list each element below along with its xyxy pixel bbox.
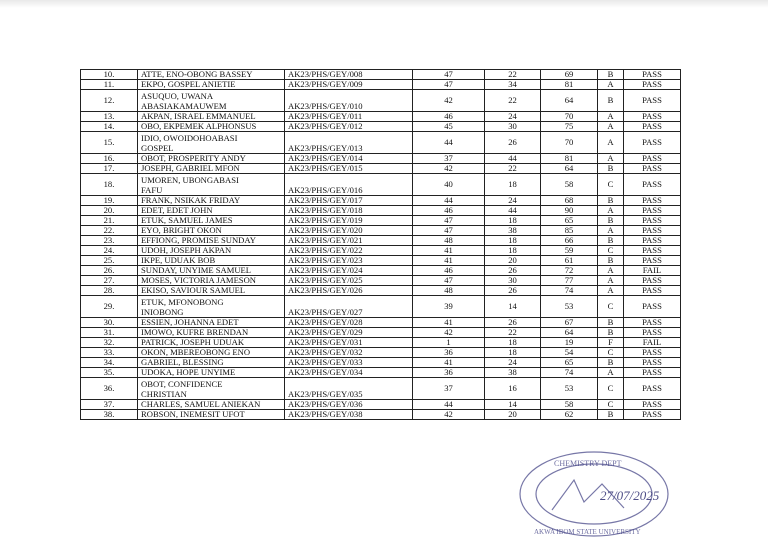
- cell-student-name: [138, 378, 285, 400]
- cell-grade: A: [598, 226, 624, 236]
- cell-student-name: ETUK, SAMUEL JAMES: [138, 216, 285, 226]
- cell-total-score: 81: [541, 154, 598, 164]
- cell-serial-number: 33.: [81, 348, 138, 358]
- cell-reg-number: AK23/PHS/GEY/025: [285, 276, 413, 286]
- student-name-line-2: CHRISTIAN: [141, 389, 187, 399]
- cell-student-name: UDOKA, HOPE UNYIME: [138, 368, 285, 378]
- cell-grade: B: [598, 70, 624, 80]
- student-name-line-2: INIOBONG: [141, 307, 184, 317]
- cell-grade: B: [598, 410, 624, 420]
- table-row: [81, 246, 681, 256]
- cell-remark: PASS: [624, 256, 681, 266]
- cell-ca-score: 40: [413, 174, 485, 196]
- cell-exam-score: 44: [485, 154, 541, 164]
- cell-student-name: EYO, BRIGHT OKON: [138, 226, 285, 236]
- department-stamp: [514, 450, 694, 540]
- cell-student-name: EKISO, SAVIOUR SAMUEL: [138, 286, 285, 296]
- cell-total-score: 62: [541, 410, 598, 420]
- cell-ca-score: 47: [413, 216, 485, 226]
- table-row: [81, 338, 681, 348]
- cell-exam-score: 26: [485, 266, 541, 276]
- cell-exam-score: 14: [485, 400, 541, 410]
- cell-reg-number: AK23/PHS/GEY/033: [285, 358, 413, 368]
- table-row: [81, 80, 681, 90]
- cell-grade: C: [598, 246, 624, 256]
- cell-student-name: MOSES, VICTORIA JAMESON: [138, 276, 285, 286]
- cell-grade: B: [598, 216, 624, 226]
- table-row: [81, 70, 681, 80]
- cell-ca-score: 44: [413, 132, 485, 154]
- cell-total-score: 68: [541, 196, 598, 206]
- cell-reg-number: AK23/PHS/GEY/018: [285, 206, 413, 216]
- cell-student-name: OKON, MBEREOBONG ENO: [138, 348, 285, 358]
- cell-total-score: 74: [541, 286, 598, 296]
- cell-total-score: 53: [541, 378, 598, 400]
- cell-student-name: ROBSON, INEMESIT UFOT: [138, 410, 285, 420]
- cell-total-score: 64: [541, 164, 598, 174]
- cell-grade: B: [598, 164, 624, 174]
- table-row: [81, 358, 681, 368]
- cell-serial-number: 31.: [81, 328, 138, 338]
- table-row: [81, 226, 681, 236]
- cell-exam-score: 18: [485, 246, 541, 256]
- table-row: [81, 174, 681, 196]
- student-name-line-1: UMOREN, UBONGABASI: [141, 175, 239, 185]
- cell-reg-number: AK23/PHS/GEY/036: [285, 400, 413, 410]
- cell-student-name: AKPAN, ISRAEL EMMANUEL: [138, 112, 285, 122]
- cell-ca-score: 41: [413, 318, 485, 328]
- cell-remark: PASS: [624, 164, 681, 174]
- cell-grade: A: [598, 286, 624, 296]
- cell-student-name: SUNDAY, UNYIME SAMUEL: [138, 266, 285, 276]
- cell-serial-number: 36.: [81, 378, 138, 400]
- cell-total-score: 74: [541, 368, 598, 378]
- cell-serial-number: 16.: [81, 154, 138, 164]
- cell-student-name: FRANK, NSIKAK FRIDAY: [138, 196, 285, 206]
- cell-total-score: 66: [541, 236, 598, 246]
- stamp-bottom-text: AKWA IBOM STATE UNIVERSITY: [534, 528, 641, 536]
- cell-total-score: 70: [541, 132, 598, 154]
- cell-remark: PASS: [624, 70, 681, 80]
- cell-ca-score: 44: [413, 196, 485, 206]
- cell-student-name: EKPO, GOSPEL ANIETIE: [138, 80, 285, 90]
- cell-reg-number: AK23/PHS/GEY/029: [285, 328, 413, 338]
- cell-remark: PASS: [624, 286, 681, 296]
- cell-exam-score: 34: [485, 80, 541, 90]
- student-name-line-2: GOSPEL: [141, 143, 174, 153]
- cell-total-score: 61: [541, 256, 598, 266]
- cell-grade: C: [598, 296, 624, 318]
- cell-exam-score: 18: [485, 338, 541, 348]
- cell-ca-score: 41: [413, 246, 485, 256]
- table-row: [81, 400, 681, 410]
- cell-remark: PASS: [624, 358, 681, 368]
- cell-reg-number: AK23/PHS/GEY/023: [285, 256, 413, 266]
- cell-remark: PASS: [624, 296, 681, 318]
- cell-ca-score: 48: [413, 286, 485, 296]
- table-row: [81, 256, 681, 266]
- cell-reg-number: AK23/PHS/GEY/038: [285, 410, 413, 420]
- cell-student-name: JOSEPH, GABRIEL MFON: [138, 164, 285, 174]
- cell-serial-number: 15.: [81, 132, 138, 154]
- cell-remark: FAIL: [624, 338, 681, 348]
- cell-student-name: OBOT, PROSPERITY ANDY: [138, 154, 285, 164]
- cell-reg-number: AK23/PHS/GEY/016: [285, 174, 413, 196]
- results-table-body: [81, 70, 681, 420]
- table-row: [81, 348, 681, 358]
- cell-ca-score: 42: [413, 328, 485, 338]
- cell-ca-score: 48: [413, 236, 485, 246]
- cell-exam-score: 18: [485, 174, 541, 196]
- table-row: [81, 132, 681, 154]
- cell-remark: PASS: [624, 154, 681, 164]
- cell-serial-number: 27.: [81, 276, 138, 286]
- cell-total-score: 59: [541, 246, 598, 256]
- cell-student-name: GABRIEL, BLESSING: [138, 358, 285, 368]
- cell-ca-score: 47: [413, 80, 485, 90]
- cell-ca-score: 41: [413, 358, 485, 368]
- cell-remark: PASS: [624, 276, 681, 286]
- cell-reg-number: AK23/PHS/GEY/012: [285, 122, 413, 132]
- cell-reg-number: AK23/PHS/GEY/035: [285, 378, 413, 400]
- cell-grade: F: [598, 338, 624, 348]
- cell-serial-number: 34.: [81, 358, 138, 368]
- cell-reg-number: AK23/PHS/GEY/017: [285, 196, 413, 206]
- cell-grade: A: [598, 122, 624, 132]
- table-row: [81, 286, 681, 296]
- cell-reg-number: AK23/PHS/GEY/026: [285, 286, 413, 296]
- table-row: [81, 206, 681, 216]
- cell-exam-score: 30: [485, 122, 541, 132]
- cell-grade: A: [598, 276, 624, 286]
- table-row: [81, 296, 681, 318]
- cell-student-name: EDET, EDET JOHN: [138, 206, 285, 216]
- cell-reg-number: AK23/PHS/GEY/019: [285, 216, 413, 226]
- cell-total-score: 65: [541, 216, 598, 226]
- cell-serial-number: 10.: [81, 70, 138, 80]
- table-row: [81, 154, 681, 164]
- cell-student-name: PATRICK, JOSEPH UDUAK: [138, 338, 285, 348]
- cell-serial-number: 35.: [81, 368, 138, 378]
- cell-total-score: 77: [541, 276, 598, 286]
- cell-reg-number: AK23/PHS/GEY/015: [285, 164, 413, 174]
- cell-grade: B: [598, 236, 624, 246]
- cell-total-score: 85: [541, 226, 598, 236]
- cell-total-score: 54: [541, 348, 598, 358]
- cell-remark: PASS: [624, 216, 681, 226]
- student-name-line-1: OBOT, CONFIDENCE: [141, 379, 223, 389]
- cell-remark: PASS: [624, 400, 681, 410]
- cell-remark: PASS: [624, 410, 681, 420]
- cell-serial-number: 23.: [81, 236, 138, 246]
- cell-remark: PASS: [624, 174, 681, 196]
- cell-ca-score: 42: [413, 164, 485, 174]
- cell-remark: PASS: [624, 122, 681, 132]
- cell-ca-score: 46: [413, 112, 485, 122]
- cell-remark: PASS: [624, 378, 681, 400]
- table-row: [81, 318, 681, 328]
- results-table: [80, 69, 681, 420]
- cell-grade: C: [598, 400, 624, 410]
- cell-total-score: 72: [541, 266, 598, 276]
- cell-remark: FAIL: [624, 266, 681, 276]
- cell-ca-score: 46: [413, 206, 485, 216]
- cell-grade: A: [598, 112, 624, 122]
- table-row: [81, 216, 681, 226]
- table-row: [81, 276, 681, 286]
- cell-ca-score: 42: [413, 90, 485, 112]
- cell-ca-score: 36: [413, 368, 485, 378]
- cell-reg-number: AK23/PHS/GEY/021: [285, 236, 413, 246]
- table-row: [81, 196, 681, 206]
- cell-serial-number: 12.: [81, 90, 138, 112]
- cell-serial-number: 24.: [81, 246, 138, 256]
- cell-reg-number: AK23/PHS/GEY/028: [285, 318, 413, 328]
- cell-serial-number: 28.: [81, 286, 138, 296]
- cell-serial-number: 17.: [81, 164, 138, 174]
- cell-total-score: 53: [541, 296, 598, 318]
- cell-serial-number: 26.: [81, 266, 138, 276]
- cell-exam-score: 20: [485, 256, 541, 266]
- cell-exam-score: 20: [485, 410, 541, 420]
- cell-total-score: 75: [541, 122, 598, 132]
- cell-reg-number: AK23/PHS/GEY/031: [285, 338, 413, 348]
- cell-reg-number: AK23/PHS/GEY/008: [285, 70, 413, 80]
- cell-serial-number: 25.: [81, 256, 138, 266]
- cell-student-name: [138, 90, 285, 112]
- cell-student-name: IKPE, UDUAK BOB: [138, 256, 285, 266]
- cell-remark: PASS: [624, 348, 681, 358]
- cell-remark: PASS: [624, 368, 681, 378]
- cell-grade: A: [598, 368, 624, 378]
- cell-grade: C: [598, 348, 624, 358]
- cell-grade: A: [598, 132, 624, 154]
- cell-ca-score: 47: [413, 70, 485, 80]
- cell-ca-score: 37: [413, 378, 485, 400]
- cell-serial-number: 22.: [81, 226, 138, 236]
- cell-remark: PASS: [624, 236, 681, 246]
- cell-grade: B: [598, 256, 624, 266]
- cell-exam-score: 14: [485, 296, 541, 318]
- cell-exam-score: 24: [485, 112, 541, 122]
- table-row: [81, 378, 681, 400]
- cell-total-score: 69: [541, 70, 598, 80]
- cell-student-name: UDOH, JOSEPH AKPAN: [138, 246, 285, 256]
- cell-exam-score: 18: [485, 216, 541, 226]
- cell-student-name: [138, 296, 285, 318]
- cell-grade: B: [598, 196, 624, 206]
- cell-exam-score: 24: [485, 358, 541, 368]
- cell-exam-score: 38: [485, 368, 541, 378]
- scan-top-edge: [0, 0, 768, 8]
- cell-exam-score: 22: [485, 90, 541, 112]
- cell-ca-score: 41: [413, 256, 485, 266]
- cell-serial-number: 29.: [81, 296, 138, 318]
- cell-total-score: 19: [541, 338, 598, 348]
- cell-grade: A: [598, 206, 624, 216]
- cell-exam-score: 26: [485, 318, 541, 328]
- cell-exam-score: 22: [485, 328, 541, 338]
- table-row: [81, 112, 681, 122]
- cell-reg-number: AK23/PHS/GEY/024: [285, 266, 413, 276]
- cell-grade: B: [598, 328, 624, 338]
- cell-ca-score: 45: [413, 122, 485, 132]
- cell-grade: A: [598, 154, 624, 164]
- cell-total-score: 58: [541, 174, 598, 196]
- cell-total-score: 81: [541, 80, 598, 90]
- cell-reg-number: AK23/PHS/GEY/014: [285, 154, 413, 164]
- cell-exam-score: 26: [485, 286, 541, 296]
- cell-exam-score: 22: [485, 164, 541, 174]
- cell-reg-number: AK23/PHS/GEY/013: [285, 132, 413, 154]
- cell-exam-score: 30: [485, 276, 541, 286]
- cell-total-score: 58: [541, 400, 598, 410]
- cell-ca-score: 1: [413, 338, 485, 348]
- student-name-line-1: IDIO, OWOIDOHOABASI: [141, 133, 238, 143]
- cell-student-name: OBO, EKPEMEK ALPHONSUS: [138, 122, 285, 132]
- cell-remark: PASS: [624, 80, 681, 90]
- cell-student-name: [138, 132, 285, 154]
- cell-student-name: IMOWO, KUFRE BRENDAN: [138, 328, 285, 338]
- cell-serial-number: 21.: [81, 216, 138, 226]
- cell-remark: PASS: [624, 226, 681, 236]
- cell-reg-number: AK23/PHS/GEY/032: [285, 348, 413, 358]
- student-name-line-1: ETUK, MFONOBONG: [141, 297, 224, 307]
- cell-ca-score: 37: [413, 154, 485, 164]
- cell-reg-number: AK23/PHS/GEY/034: [285, 368, 413, 378]
- cell-student-name: ESSIEN, JOHANNA EDET: [138, 318, 285, 328]
- cell-reg-number: AK23/PHS/GEY/010: [285, 90, 413, 112]
- cell-total-score: 90: [541, 206, 598, 216]
- cell-remark: PASS: [624, 132, 681, 154]
- cell-serial-number: 11.: [81, 80, 138, 90]
- cell-remark: PASS: [624, 318, 681, 328]
- table-row: [81, 164, 681, 174]
- cell-serial-number: 38.: [81, 410, 138, 420]
- cell-student-name: EFFIONG, PROMISE SUNDAY: [138, 236, 285, 246]
- cell-exam-score: 22: [485, 70, 541, 80]
- table-row: [81, 266, 681, 276]
- cell-serial-number: 32.: [81, 338, 138, 348]
- cell-ca-score: 47: [413, 276, 485, 286]
- cell-remark: PASS: [624, 328, 681, 338]
- table-row: [81, 236, 681, 246]
- cell-total-score: 67: [541, 318, 598, 328]
- cell-ca-score: 39: [413, 296, 485, 318]
- student-name-line-2: FAFU: [141, 185, 163, 195]
- cell-remark: PASS: [624, 196, 681, 206]
- cell-serial-number: 18.: [81, 174, 138, 196]
- stamp-date-handwritten: 27/07/2025: [600, 488, 660, 503]
- cell-exam-score: 16: [485, 378, 541, 400]
- table-row: [81, 90, 681, 112]
- cell-ca-score: 47: [413, 226, 485, 236]
- cell-exam-score: 38: [485, 226, 541, 236]
- cell-student-name: CHARLES, SAMUEL ANIEKAN: [138, 400, 285, 410]
- cell-reg-number: AK23/PHS/GEY/022: [285, 246, 413, 256]
- table-row: [81, 410, 681, 420]
- cell-remark: PASS: [624, 112, 681, 122]
- cell-grade: A: [598, 80, 624, 90]
- cell-remark: PASS: [624, 206, 681, 216]
- cell-grade: B: [598, 358, 624, 368]
- cell-total-score: 64: [541, 328, 598, 338]
- cell-ca-score: 36: [413, 348, 485, 358]
- table-row: [81, 328, 681, 338]
- cell-reg-number: AK23/PHS/GEY/011: [285, 112, 413, 122]
- cell-grade: C: [598, 174, 624, 196]
- cell-serial-number: 19.: [81, 196, 138, 206]
- cell-reg-number: AK23/PHS/GEY/020: [285, 226, 413, 236]
- cell-student-name: [138, 174, 285, 196]
- cell-remark: PASS: [624, 90, 681, 112]
- cell-total-score: 70: [541, 112, 598, 122]
- table-row: [81, 122, 681, 132]
- cell-serial-number: 37.: [81, 400, 138, 410]
- cell-exam-score: 44: [485, 206, 541, 216]
- student-name-line-1: ASUQUO, UWANA: [141, 91, 214, 101]
- cell-serial-number: 13.: [81, 112, 138, 122]
- cell-ca-score: 46: [413, 266, 485, 276]
- cell-grade: B: [598, 90, 624, 112]
- cell-exam-score: 18: [485, 236, 541, 246]
- cell-reg-number: AK23/PHS/GEY/009: [285, 80, 413, 90]
- cell-grade: B: [598, 318, 624, 328]
- cell-reg-number: AK23/PHS/GEY/027: [285, 296, 413, 318]
- cell-serial-number: 14.: [81, 122, 138, 132]
- cell-ca-score: 42: [413, 410, 485, 420]
- student-name-line-2: ABASIAKAMAUWEM: [141, 101, 227, 111]
- cell-grade: A: [598, 266, 624, 276]
- stamp-top-text: CHEMISTRY DEPT: [554, 459, 622, 468]
- cell-serial-number: 30.: [81, 318, 138, 328]
- cell-student-name: ATTE, ENO-OBONG BASSEY: [138, 70, 285, 80]
- cell-total-score: 64: [541, 90, 598, 112]
- cell-grade: C: [598, 378, 624, 400]
- cell-exam-score: 26: [485, 132, 541, 154]
- cell-serial-number: 20.: [81, 206, 138, 216]
- cell-remark: PASS: [624, 246, 681, 256]
- cell-total-score: 65: [541, 358, 598, 368]
- cell-exam-score: 24: [485, 196, 541, 206]
- cell-ca-score: 44: [413, 400, 485, 410]
- cell-exam-score: 18: [485, 348, 541, 358]
- table-row: [81, 368, 681, 378]
